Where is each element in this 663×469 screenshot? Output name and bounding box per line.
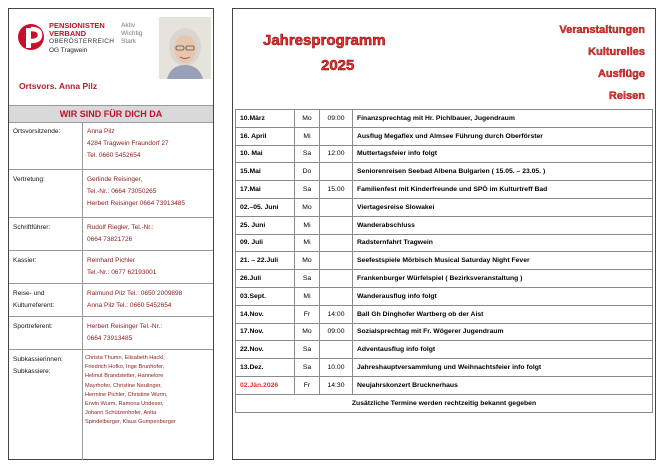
category-label: Ausflüge bbox=[597, 68, 645, 80]
event-date: 09. Juli bbox=[236, 234, 295, 252]
event-description: Ausflug Megaflex und Almsee Führung durch Oberförster bbox=[353, 127, 653, 145]
event-date: 13.Dez. bbox=[236, 359, 295, 377]
portrait-photo bbox=[159, 17, 211, 79]
org-region: OBERÖSTERREICH bbox=[49, 38, 115, 46]
event-time: 12:00 bbox=[320, 145, 353, 163]
contact-row bbox=[9, 218, 213, 251]
event-description: Jahreshauptversammlung und Weihnachtsfeier info folgt bbox=[353, 359, 653, 377]
category-label: Kulturelles bbox=[588, 46, 645, 58]
contact-row bbox=[9, 251, 213, 284]
event-time: 09:00 bbox=[320, 110, 353, 128]
event-description: Familienfest mit Kinderfreunde und SPÖ im Kulturtreff Bad bbox=[353, 181, 653, 199]
event-weekday: Mi bbox=[295, 234, 320, 252]
event-description: Seefestspiele Mörbisch Musical Saturday Night Fever bbox=[353, 252, 653, 270]
event-date: 02.–05. Juni bbox=[236, 198, 295, 216]
event-date: 03.Sept. bbox=[236, 287, 295, 305]
event-date: 15.Mai bbox=[236, 163, 295, 181]
event-description: Neujahrskonzert Brucknerhaus bbox=[353, 376, 653, 394]
org-local: OG Tragwein bbox=[49, 46, 88, 54]
contact-info: Anna Pilz 4284 Tragwein Fraundorf 27 Tel. 0660 5452654 bbox=[87, 128, 169, 159]
program-year: 2025 bbox=[321, 57, 355, 74]
event-date: 10.März bbox=[236, 110, 295, 128]
event-weekday: Mi bbox=[295, 127, 320, 145]
category-list bbox=[559, 19, 645, 107]
event-weekday: Sa bbox=[295, 359, 320, 377]
event-description: Ball Gh Dinghofer Wartberg ob der Aist bbox=[353, 305, 653, 323]
contact-row bbox=[9, 317, 213, 350]
event-time bbox=[320, 252, 353, 270]
event-row bbox=[236, 376, 653, 394]
event-weekday: Mo bbox=[295, 252, 320, 270]
motto-word: Aktiv bbox=[121, 22, 136, 29]
event-description: Seniorenreisen Seebad Albena Bulgarien ( 15.05. – 23.05. ) bbox=[353, 163, 653, 181]
org-name bbox=[49, 22, 114, 55]
contact-info: Herbert Reisinger Tel.-Nr.: 0664 73913485 bbox=[87, 323, 163, 342]
contact-row bbox=[9, 284, 213, 317]
event-row bbox=[236, 110, 653, 128]
event-weekday: Sa bbox=[295, 145, 320, 163]
event-date: 16. April bbox=[236, 127, 295, 145]
event-row bbox=[236, 359, 653, 377]
event-weekday: Mi bbox=[295, 287, 320, 305]
event-weekday: Mo bbox=[295, 323, 320, 341]
event-date: 14.Nov. bbox=[236, 305, 295, 323]
contact-info: Christa Thumn, Elisabeth Hackl, Friedrich Hofko, Inge Brunhofer, Helmut Brandstetter, Hannelore Mayrhofer, Christine Neulinger, Hermine Pichler, Christine Wurm, Erwin Wurm, Ramona Undeser, Johann Schützenhofer, Anita Spindelberger, Klaus Gumpenberger bbox=[85, 355, 176, 426]
event-weekday: Fr bbox=[295, 376, 320, 394]
event-date: 21. – 22.Juli bbox=[236, 252, 295, 270]
event-time bbox=[320, 234, 353, 252]
event-row bbox=[236, 181, 653, 199]
event-row bbox=[236, 234, 653, 252]
motto-word: Stark bbox=[121, 38, 137, 45]
footer-note: Zusätzliche Termine werden rechtzeitig bekannt gegeben bbox=[236, 394, 653, 412]
contact-info: Gerlinde Reisinger, Tel.-Nr.: 0664 73050265 Herbert Reisinger 0664 73913485 bbox=[87, 176, 185, 207]
event-time bbox=[320, 270, 353, 288]
program-panel bbox=[232, 8, 656, 460]
event-time bbox=[320, 198, 353, 216]
role-label: Ortsvorsitzende: bbox=[13, 128, 61, 135]
event-row bbox=[236, 163, 653, 181]
program-title: Jahresprogramm bbox=[263, 32, 386, 49]
event-time: 14:00 bbox=[320, 305, 353, 323]
contact-info: Raimund Pilz Tel.: 0650 2009898 Anna Pilz Tel.: 0660 5452654 bbox=[87, 290, 183, 309]
org-line1: PENSIONISTEN bbox=[49, 21, 105, 30]
footer-row bbox=[236, 394, 653, 412]
contact-row bbox=[9, 170, 213, 218]
event-time: 14:30 bbox=[320, 376, 353, 394]
event-date: 22.Nov. bbox=[236, 341, 295, 359]
events-table bbox=[235, 109, 653, 413]
event-description: Finanzsprechtag mit Hr. Pichlbauer, Jugendraum bbox=[353, 110, 653, 128]
event-row bbox=[236, 270, 653, 288]
event-date: 17.Mai bbox=[236, 181, 295, 199]
category-label: Veranstaltungen bbox=[559, 24, 645, 36]
event-date: 10. Mai bbox=[236, 145, 295, 163]
event-row bbox=[236, 216, 653, 234]
event-description: Wanderabschluss bbox=[353, 216, 653, 234]
event-weekday: Sa bbox=[295, 270, 320, 288]
event-time bbox=[320, 216, 353, 234]
event-time bbox=[320, 127, 353, 145]
contact-info: Rudolf Riegler, Tel.-Nr.: 0664 73821726 bbox=[87, 224, 154, 243]
event-description: Radsternfahrt Tragwein bbox=[353, 234, 653, 252]
chair-name: Ortsvors. Anna Pilz bbox=[19, 81, 98, 91]
event-weekday: Sa bbox=[295, 181, 320, 199]
event-row bbox=[236, 305, 653, 323]
event-time bbox=[320, 163, 353, 181]
role-label: Schriftführer: bbox=[13, 224, 51, 231]
event-description: Wanderausflug info folgt bbox=[353, 287, 653, 305]
event-row bbox=[236, 127, 653, 145]
event-time: 10.00 bbox=[320, 359, 353, 377]
motto-word: Wichtig bbox=[121, 30, 143, 37]
role-label: Vertretung: bbox=[13, 176, 45, 183]
event-date: 17.Nov. bbox=[236, 323, 295, 341]
event-row bbox=[236, 198, 653, 216]
role-label: Reise- und Kulturreferent: bbox=[13, 290, 55, 309]
role-label: Subkassierinnen: Subkassiere: bbox=[13, 356, 63, 375]
event-weekday: Do bbox=[295, 163, 320, 181]
event-row bbox=[236, 341, 653, 359]
role-label: Kassier: bbox=[13, 257, 37, 264]
event-description: Adventausflug info folgt bbox=[353, 341, 653, 359]
event-row bbox=[236, 145, 653, 163]
event-time bbox=[320, 287, 353, 305]
event-weekday: Mi bbox=[295, 216, 320, 234]
event-date: 25. Juni bbox=[236, 216, 295, 234]
event-time: 15.00 bbox=[320, 181, 353, 199]
event-date: 26.Juli bbox=[236, 270, 295, 288]
motto bbox=[121, 22, 142, 46]
event-description: Viertagesreise Slowakei bbox=[353, 198, 653, 216]
event-time: 09:00 bbox=[320, 323, 353, 341]
event-description: Muttertagsfeier info folgt bbox=[353, 145, 653, 163]
event-description: Frankenburger Würfelspiel ( Bezirksveranstaltung ) bbox=[353, 270, 653, 288]
event-weekday: Mo bbox=[295, 110, 320, 128]
contact-row bbox=[9, 122, 213, 170]
event-date: 02.Jän.2026 bbox=[236, 376, 295, 394]
category-label: Reisen bbox=[608, 90, 645, 102]
event-weekday: Sa bbox=[295, 341, 320, 359]
contact-info: Reinhard Pichler Tel.-Nr.: 0677 62193001 bbox=[87, 257, 157, 276]
org-line2: VERBAND bbox=[49, 29, 87, 39]
contact-panel bbox=[8, 8, 214, 460]
event-row bbox=[236, 287, 653, 305]
event-description: Sozialsprechtag mit Fr. Wögerer Jugendraum bbox=[353, 323, 653, 341]
contact-row bbox=[9, 350, 213, 460]
event-time bbox=[320, 341, 353, 359]
event-weekday: Fr bbox=[295, 305, 320, 323]
contact-heading: WIR SIND FÜR DICH DA bbox=[9, 105, 213, 123]
event-row bbox=[236, 323, 653, 341]
event-row bbox=[236, 252, 653, 270]
role-label: Sportreferent: bbox=[13, 323, 53, 330]
event-weekday: Mo bbox=[295, 198, 320, 216]
